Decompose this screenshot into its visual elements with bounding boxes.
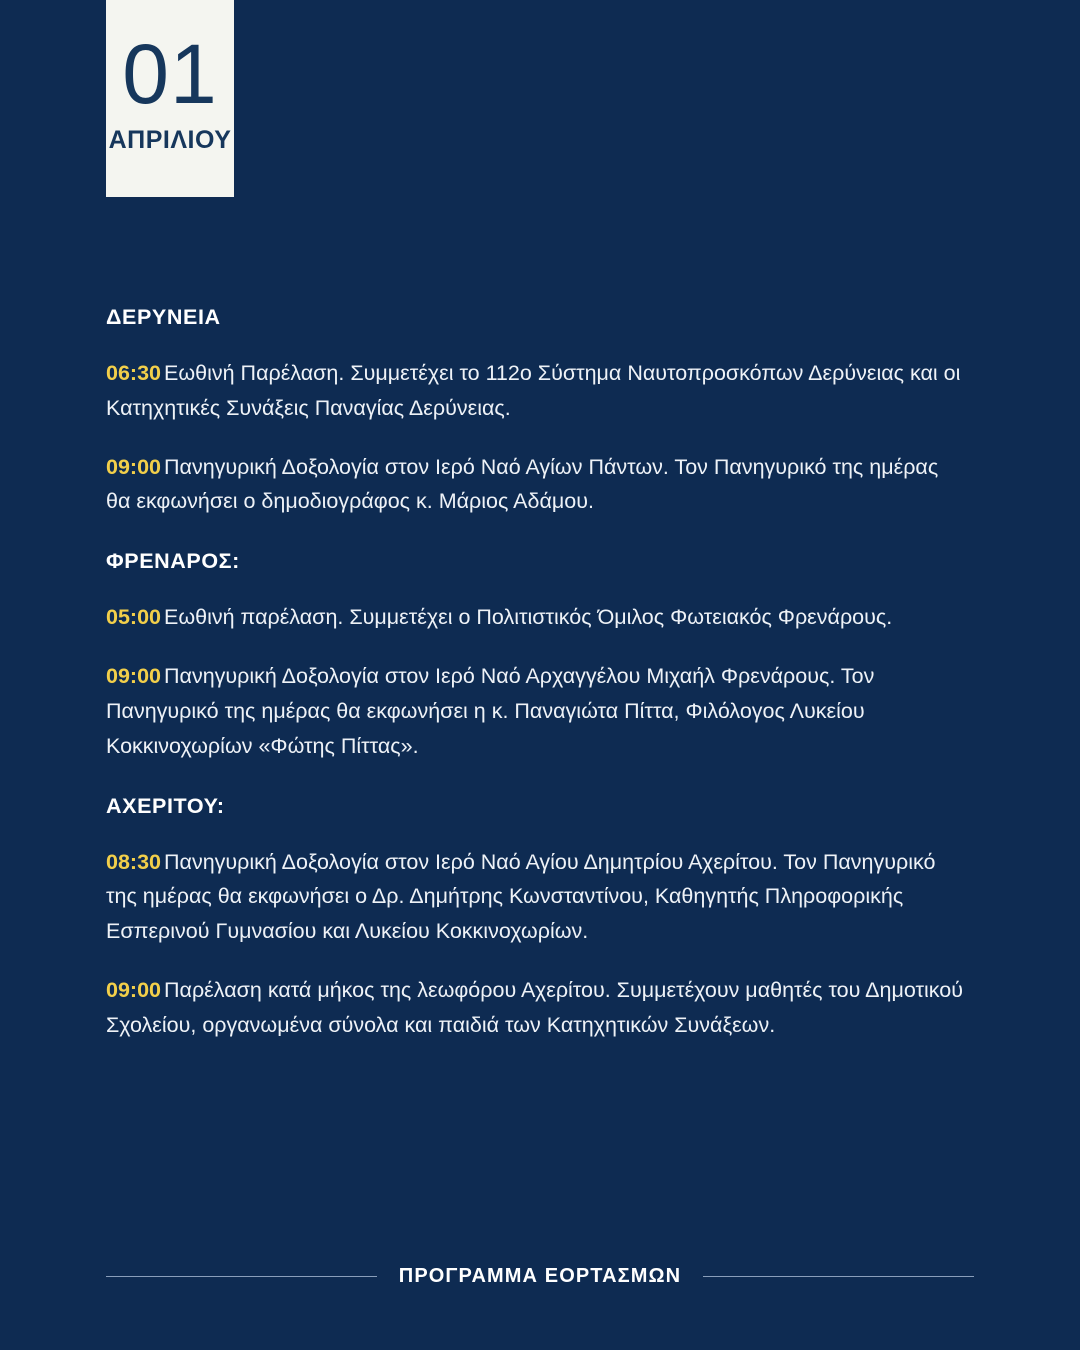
date-badge bbox=[106, 0, 234, 197]
entry-time: 09:00 bbox=[106, 454, 161, 479]
program-entry bbox=[106, 845, 966, 949]
entry-time: 09:00 bbox=[106, 664, 161, 689]
divider-left bbox=[106, 1276, 377, 1277]
divider-right bbox=[703, 1276, 974, 1277]
footer bbox=[0, 1265, 1080, 1288]
entry-text: Πανηγυρική Δοξολογία στον Ιερό Ναό Αρχαγγέλου Μιχαήλ Φρενάρους. Τον Πανηγυρικό της ημέρας θα εκφωνήσει η κ. Παναγιώτα Πίττα, Φιλόλογος Λυκείου Κοκκινοχωρίων «Φώτης Πίττας». bbox=[106, 664, 875, 758]
section-title: ΑΧΕΡΙΤΟΥ: bbox=[106, 793, 225, 818]
program-content bbox=[106, 305, 966, 1043]
date-badge-day: 01 bbox=[122, 27, 218, 121]
entry-text: Πανηγυρική Δοξολογία στον Ιερό Ναό Αγίων Πάντων. Τον Πανηγυρικό της ημέρας θα εκφωνήσει ο δημοδιογράφος κ. Μάριος Αδάμου. bbox=[106, 454, 939, 514]
entry-text: Παρέλαση κατά μήκος της λεωφόρου Αχερίτου. Συμμετέχουν μαθητές του Δημοτικού Σχολείου, οργανωμένα σύνολα και παιδιά των Κατηχητικών Συνάξεων. bbox=[106, 978, 963, 1037]
entry-text: Πανηγυρική Δοξολογία στον Ιερό Ναό Αγίου Δημητρίου Αχερίτου. Τον Πανηγυρικό της ημέρας θα εκφωνήσει ο Δρ. Δημήτρης Κωνσταντίνου, Καθηγητής Πληροφορικής Εσπερινού Γυμνασίου και Λυκείου Κοκκινοχωρίων. bbox=[106, 849, 936, 944]
program-entry bbox=[106, 356, 966, 426]
section-title: ΦΡΕΝΑΡΟΣ: bbox=[106, 549, 240, 574]
date-badge-month: ΑΠΡΙΛΙΟΥ bbox=[108, 126, 232, 154]
entry-text: Εωθινή Παρέλαση. Συμμετέχει το 112ο Σύστημα Ναυτοπροσκόπων Δερύνειας και οι Κατηχητικές Συνάξεις Παναγίας Δερύνειας. bbox=[106, 361, 961, 420]
section-block bbox=[106, 549, 966, 763]
entry-time: 09:00 bbox=[106, 978, 161, 1003]
section-title: ΔΕΡΥΝΕΙΑ bbox=[106, 305, 221, 329]
program-entry bbox=[106, 659, 966, 763]
section-block bbox=[106, 305, 966, 519]
entry-time: 05:00 bbox=[106, 605, 161, 630]
entry-time: 06:30 bbox=[106, 361, 161, 385]
section-block bbox=[106, 794, 966, 1043]
entry-text: Εωθινή παρέλαση. Συμμετέχει ο Πολιτιστικός Όμιλος Φωτειακός Φρενάρους. bbox=[164, 605, 893, 630]
program-entry bbox=[106, 600, 966, 635]
program-entry bbox=[106, 973, 966, 1043]
entry-time: 08:30 bbox=[106, 849, 161, 874]
program-entry bbox=[106, 450, 966, 520]
footer-label: ΠΡΟΓΡΑΜΜΑ ΕΟΡΤΑΣΜΩΝ bbox=[398, 1265, 682, 1287]
